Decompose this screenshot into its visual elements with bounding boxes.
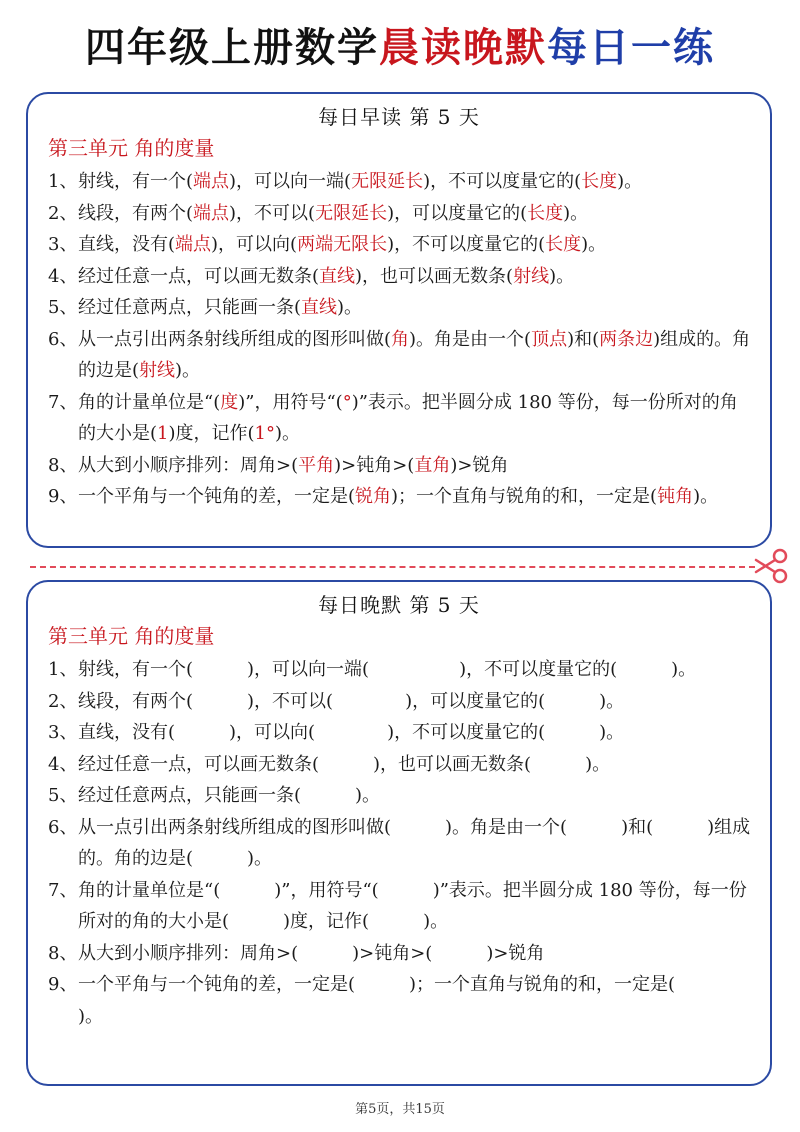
question-number: 3、	[48, 722, 78, 743]
question-text: )。	[581, 234, 607, 255]
answer-text: 端点	[193, 171, 230, 192]
question-item	[28, 292, 770, 324]
question-text: )>钝角>(	[352, 942, 433, 964]
question-number: 4、	[48, 265, 78, 287]
question-text: 射线，有一个(	[78, 171, 194, 192]
question-text: )，不可以度量它的(	[459, 659, 618, 680]
question-number: 2、	[48, 202, 78, 224]
question-number: 8、	[48, 454, 78, 476]
question-text: )度，记作(	[168, 423, 255, 444]
question-text: )，可以度量它的(	[387, 202, 528, 224]
question-text: )。角是由一个(	[445, 816, 568, 838]
question-item	[28, 780, 770, 812]
question-number: 9、	[48, 974, 78, 995]
evening-heading: 每日晚默 第 5 天	[318, 593, 480, 617]
question-text: 经过任意两点，只能画一条(	[78, 297, 302, 318]
answer-text: 直线	[319, 265, 356, 287]
answer-text: 端点	[193, 202, 230, 224]
answer-text: 顶点	[531, 328, 568, 350]
answer-text: 1°	[254, 423, 275, 444]
answer-text: 两端无限长	[297, 234, 388, 255]
question-number: 2、	[48, 690, 78, 712]
question-text: )”，用符号“(	[274, 879, 379, 901]
question-text: )。	[599, 722, 625, 743]
question-text: )和(	[621, 816, 654, 838]
question-text: )，不可以(	[229, 202, 316, 224]
question-text: )。	[423, 911, 449, 932]
answer-text: 长度	[545, 234, 582, 255]
question-text: )，可以向一端(	[229, 171, 352, 192]
question-item	[28, 481, 770, 513]
question-text: 从一点引出两条射线所组成的图形叫做(	[78, 816, 392, 838]
question-text: )。	[274, 423, 301, 444]
question-item	[28, 938, 770, 970]
question-item	[28, 654, 770, 686]
morning-heading: 每日早读 第 5 天	[318, 105, 480, 129]
question-text: 经过任意两点，只能画一条(	[78, 785, 302, 806]
question-text: )，也可以画无数条(	[355, 265, 514, 287]
question-number: 6、	[48, 328, 78, 350]
question-item	[28, 450, 770, 482]
answer-text: 无限延长	[351, 171, 424, 192]
question-item	[28, 969, 770, 1032]
question-text: 线段，有两个(	[78, 690, 194, 712]
question-text: )。角是由一个(	[409, 328, 532, 350]
question-text: )。	[563, 202, 589, 224]
question-text: 直线，没有(	[78, 234, 176, 255]
question-text: )度，记作(	[283, 911, 370, 932]
evening-list	[28, 654, 770, 1032]
question-text: )和(	[567, 328, 600, 350]
question-number: 9、	[48, 486, 78, 507]
answer-text: 平角	[298, 454, 335, 476]
answer-text: 端点	[175, 234, 212, 255]
question-item	[28, 387, 770, 450]
answer-text: 钝角	[657, 486, 694, 507]
question-text: )。	[617, 171, 643, 192]
title-daily: 每日一练	[547, 25, 715, 71]
answer-text: 长度	[527, 202, 564, 224]
answer-text: 射线	[139, 360, 176, 381]
question-text: )组成的。角的边是(	[78, 328, 751, 381]
question-text: )。	[355, 785, 381, 806]
answer-text: 直角	[414, 454, 451, 476]
question-item	[28, 229, 770, 261]
page-number: 第5页，共15页	[355, 1102, 445, 1117]
question-item	[28, 812, 770, 875]
question-text: 角的计量单位是“(	[78, 391, 221, 413]
question-text: 角的计量单位是“(	[78, 879, 221, 901]
answer-text: 锐角	[355, 486, 392, 507]
page-title	[0, 18, 800, 78]
question-text: )”表示。把半圆分成 180 等份，每一份所对的角的大小是(	[78, 879, 747, 932]
question-number: 8、	[48, 942, 78, 964]
question-text: )。	[671, 659, 697, 680]
question-item	[28, 166, 770, 198]
question-text: )；一个直角与锐角的和，一定是(	[391, 486, 658, 507]
morning-unit-title: 第三单元 角的度量	[48, 136, 215, 160]
evening-recall-card	[26, 580, 772, 1086]
evening-unit-title: 第三单元 角的度量	[48, 624, 215, 648]
question-text: 线段，有两个(	[78, 202, 194, 224]
question-number: 7、	[48, 879, 78, 901]
question-text: 经过任意一点，可以画无数条(	[78, 265, 320, 287]
question-number: 1、	[48, 171, 78, 192]
answer-text: 长度	[581, 171, 618, 192]
answer-text: 度	[220, 391, 239, 413]
question-text: )；一个直角与锐角的和，一定是(	[409, 974, 676, 995]
question-text: )。	[693, 486, 719, 507]
question-text: )，不可以度量它的(	[387, 722, 546, 743]
answer-text: 1	[157, 423, 169, 444]
question-number: 5、	[48, 297, 78, 318]
answer-text: 直线	[301, 297, 338, 318]
question-item	[28, 749, 770, 781]
answer-text: 角	[391, 328, 410, 350]
question-text: )。	[247, 848, 273, 869]
question-number: 5、	[48, 785, 78, 806]
question-item	[28, 198, 770, 230]
question-number: 3、	[48, 234, 78, 255]
question-text: )。	[337, 297, 363, 318]
question-number: 6、	[48, 816, 78, 838]
question-item	[28, 686, 770, 718]
question-text: )。	[585, 753, 611, 775]
question-text: 从一点引出两条射线所组成的图形叫做(	[78, 328, 392, 350]
question-text: )>锐角	[450, 454, 509, 476]
question-text: )>钝角>(	[334, 454, 415, 476]
question-text: )，可以向(	[229, 722, 316, 743]
morning-reading-card	[26, 92, 772, 548]
question-text: )，可以向一端(	[247, 659, 370, 680]
question-text: )。	[78, 1005, 104, 1027]
question-text: )。	[175, 360, 201, 381]
question-text: )，不可以度量它的(	[387, 234, 546, 255]
question-text: )组成的。角的边是(	[78, 816, 751, 869]
question-text: )”表示。把半圆分成 180 等份，每一份所对的角的大小是(	[78, 391, 738, 444]
question-text: )”，用符号“(	[238, 391, 343, 413]
question-item	[28, 875, 770, 938]
question-text: )，不可以(	[247, 690, 334, 712]
scissors-icon	[752, 548, 790, 584]
question-text: 从大到小顺序排列：周角>(	[78, 454, 299, 476]
question-text: )。	[599, 690, 625, 712]
answer-text: 两条边	[599, 328, 654, 350]
question-number: 1、	[48, 659, 78, 680]
question-text: 一个平角与一个钝角的差，一定是(	[78, 974, 356, 995]
answer-text: 无限延长	[315, 202, 388, 224]
question-number: 7、	[48, 391, 78, 413]
question-text: 射线，有一个(	[78, 659, 194, 680]
question-text: 直线，没有(	[78, 722, 176, 743]
question-text: 从大到小顺序排列：周角>(	[78, 942, 299, 964]
question-number: 4、	[48, 753, 78, 775]
answer-text: °	[342, 391, 352, 413]
morning-list	[28, 166, 770, 513]
cut-line	[30, 566, 755, 568]
question-text: )，不可以度量它的(	[423, 171, 582, 192]
question-text: )。	[549, 265, 575, 287]
question-item	[28, 324, 770, 387]
question-item	[28, 717, 770, 749]
question-text: )，可以度量它的(	[405, 690, 546, 712]
question-text: )，可以向(	[211, 234, 298, 255]
question-text: 一个平角与一个钝角的差，一定是(	[78, 486, 356, 507]
answer-text: 射线	[513, 265, 550, 287]
title-morning-evening: 晨读晚默	[379, 25, 547, 71]
question-text: 经过任意一点，可以画无数条(	[78, 753, 320, 775]
question-text: )，也可以画无数条(	[373, 753, 532, 775]
title-grade: 四年级上册数学	[85, 25, 379, 71]
question-text: )>锐角	[486, 942, 545, 964]
question-item	[28, 261, 770, 293]
